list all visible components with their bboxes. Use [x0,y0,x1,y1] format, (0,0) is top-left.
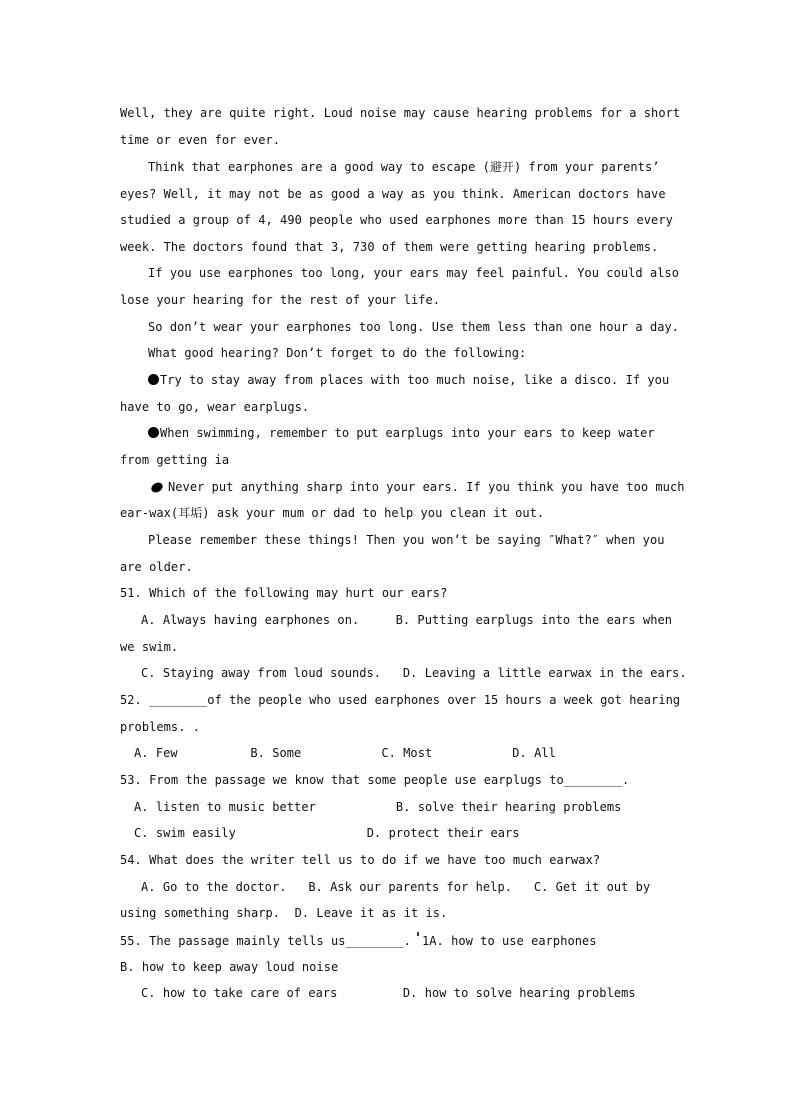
question-53-options: A. listen to music better B. solve their hearing problems [134,800,622,814]
passage-line: eyes? Well, it may not be as good a way as you think. American doctors have [120,187,666,201]
passage-line: lose your hearing for the rest of your life. [120,293,441,307]
passage-line: What good hearing? Don’t forget to do the following: [148,346,527,360]
question-55-options: B. how to keep away loud noise [120,960,339,974]
passage-line: So don’t wear your earphones too long. Use them less than one hour a day. [148,320,680,334]
bullet-item [148,372,669,388]
passage-line: If you use earphones too long, your ears may feel painful. You could also [148,266,680,280]
passage-line: have to go, wear earplugs. [120,400,310,414]
question-52-options: A. Few B. Some C. Most D. All [134,746,556,760]
question-55-option-a: 1A. how to use earphones [421,934,597,948]
passage-line: from getting ia [120,453,230,467]
bullet-text: Try to stay away from places with too much noise, like a disco. If you [160,373,670,387]
bullet-item [151,479,685,495]
question-54-options: A. Go to the doctor. B. Ask our parents for help. C. Get it out by [141,880,651,894]
question-55-options: C. how to take care of ears D. how to solve hearing problems [141,986,636,1000]
bullet-icon [150,481,165,495]
bullet-text: Never put anything sharp into your ears. If you think you have too much [168,480,685,494]
question-51-options: C. Staying away from loud sounds. D. Leaving a little earwax in the ears. [141,666,687,680]
passage-line: studied a group of 4, 490 people who used earphones more than 15 hours every [120,213,673,227]
passage-line: Think that earphones are a good way to escape (避开) from your parents’ [148,160,660,174]
question-51-options: A. Always having earphones on. B. Putting earplugs into the ears when [141,613,673,627]
bullet-icon [148,374,159,385]
question-52-stem: problems. . [120,720,201,734]
passage-line: time or even for ever. [120,133,281,147]
passage-line: are older. [120,560,193,574]
passage-line: ear-wax(耳垢) ask your mum or dad to help you clean it out. [120,506,545,520]
question-51-options: we swim. [120,640,179,654]
question-53-options: C. swim easily D. protect their ears [134,826,520,840]
question-54-options: using something sharp. D. Leave it as it is. [120,906,448,920]
bullet-icon [148,427,159,438]
question-54-stem: 54. What does the writer tell us to do if we have too much earwax? [120,853,601,867]
question-51-stem: 51. Which of the following may hurt our ears? [120,586,448,600]
passage-line: week. The doctors found that 3, 730 of them were getting hearing problems. [120,240,659,254]
passage-line: Please remember these things! Then you won’t be saying ″What?″ when you [148,533,665,547]
question-53-stem: 53. From the passage we know that some people use earplugs to________. [120,773,630,787]
question-55-stem-text: 55. The passage mainly tells us________. [120,934,411,948]
passage-line: Well, they are quite right. Loud noise may cause hearing problems for a short [120,106,681,120]
question-52-stem: 52. ________of the people who used earphones over 15 hours a week got hearing [120,693,681,707]
bullet-text: When swimming, remember to put earplugs into your ears to keep water [160,426,655,440]
stray-mark [417,932,419,936]
bullet-item [148,425,655,441]
question-55-stem [120,932,597,949]
